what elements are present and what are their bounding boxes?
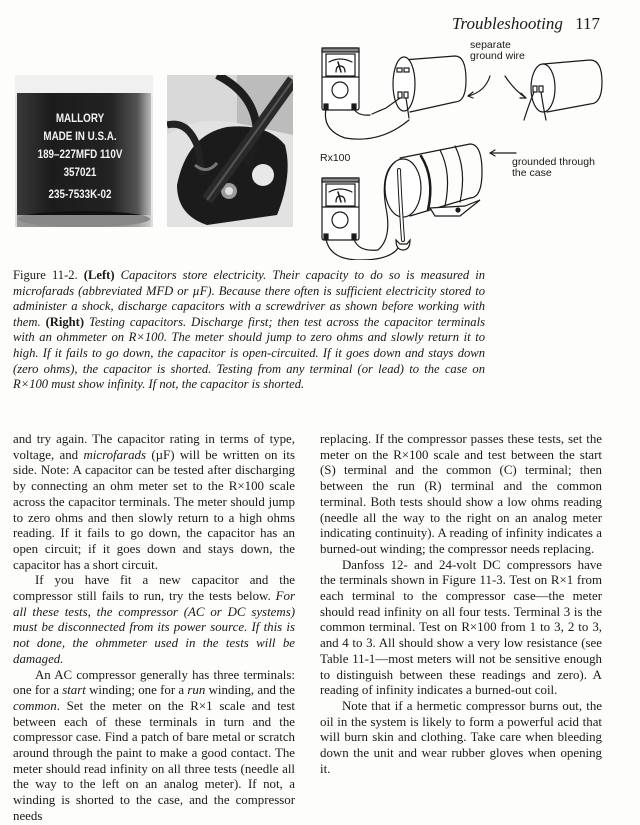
- emphasis: start: [62, 683, 86, 698]
- discharge-photo: [167, 75, 293, 227]
- text: . Set the meter on the R×1 scale and test between each of these terminals in turn and the compressor case. Find a patch of bare metal or scratch around through the paint to make a good contact. The meter should read infinity on all three tests (needle all the way to the left on an analog meter). If not, a winding is shorted to the case, and the compressor needs: [13, 698, 295, 823]
- capacitor-test-diagram: [300, 38, 620, 260]
- capacitor-icon: [372, 56, 466, 118]
- label-line: the case: [512, 167, 552, 179]
- ohmmeter-icon: [322, 178, 359, 240]
- range-label: Rx100: [320, 152, 351, 164]
- text: If you have fit a new capacitor and the compressor still fails to run, try the tests below.: [13, 573, 295, 604]
- capacitor-label-line: 189–227MFD 110V: [37, 147, 123, 161]
- ohmmeter-icon: [322, 48, 359, 110]
- figure-label: Figure 11-2.: [13, 268, 78, 282]
- paragraph: [13, 668, 295, 825]
- body-column-left: [13, 432, 295, 825]
- text: and try again. The capacitor rating in terms of type, voltage, and: [13, 432, 295, 462]
- emphasis: run: [187, 683, 206, 698]
- chapter-title: Troubleshooting: [452, 14, 563, 33]
- label-line: grounded through: [512, 156, 595, 168]
- caption-left-tag: (Left): [83, 268, 115, 282]
- emphasis: microfarads: [83, 447, 146, 462]
- capacitor-label-line: 235-7533K-02: [48, 187, 112, 201]
- emphasis: common: [13, 698, 57, 713]
- body-column-right: [320, 432, 602, 777]
- figure-caption: [13, 268, 485, 393]
- capacitor-label-line: 357021: [63, 165, 97, 179]
- caption-right-tag: (Right): [45, 314, 85, 329]
- text: (µF) will be written on its side. Note: A capacitor can be tested after discharging by connecting an ohm meter set to the R×100 scale across the capacitor terminals. The meter should jump to zero ohms and then slowly return to a high ohms reading. If it fails to go down, the capacitor has an open circuit; if it goes down and stays down, the capacitor has a short circuit.: [13, 447, 295, 572]
- running-head: [440, 14, 600, 36]
- emphasis: For all these tests, the compressor (AC or DC systems) must be disconnected from its power source. If this is not done, the ohmmeter used in the tests will be damaged.: [13, 589, 295, 666]
- capacitor-label-line: MALLORY: [55, 111, 105, 125]
- paragraph: Danfoss 12- and 24-volt DC compressors have the terminals shown in Figure 11-3. Test on R×1 from each terminal to the compressor case—the meter should read infinity on all four tests. Terminal 3 is the common terminal. Test on R×100 from 1 to 3, 2 to 3, and 4 to 3. All should show a very low resistance (see Table 11-1—most meters will not be sensitive enough to distinguish between these readings and zero). A reading of infinity indicates a burned-out coil.: [320, 557, 602, 698]
- text: winding, and the: [205, 683, 295, 698]
- capacitor-label-line: MADE IN U.S.A.: [43, 129, 117, 143]
- paragraph: [13, 432, 295, 573]
- caption-left-text: Capacitors store electricity. Their capacity to do so is measured in microfarads (abbreviated MFD or µF). Because there often is sufficient electricity stored to administer a shock, discharge capacitors with a screwdriver as shown before working with them.: [13, 268, 486, 329]
- page-number: 117: [575, 14, 600, 33]
- grounded-capacitor-icon: [385, 144, 482, 250]
- text: An AC compressor generally has three terminals: one for a: [13, 667, 295, 698]
- separate-ground-label: [470, 40, 525, 62]
- capacitor-icon: [524, 60, 602, 120]
- caption-right-text: Testing capacitors. Discharge first; then test across the capacitor terminals with an ohmmeter on R×100. The meter should jump to zero ohms and slowly return it to high. If it fails to go down, the capacitor is open-circuited. If it goes down and stays down (zero ohms), the capacitor is shorted. Testing from any terminal (or lead) to the case on R×100 must show infinity. If not, the capacitor is shorted.: [13, 314, 485, 392]
- text: winding; one for a: [85, 683, 188, 698]
- paragraph: replacing. If the compressor passes these tests, set the meter on the R×100 scale and test between the start (S) terminal and the common (C) terminal; then between the run (R) terminal and the common terminal. Both tests should show a low ohms reading (needle all the way to the right on an analog meter indicating continuity). A reading of infinity indicates a burned-out winding; the compressor needs replacing.: [320, 432, 602, 556]
- paragraph: [13, 573, 295, 667]
- paragraph: Note that if a hermetic compressor burns out, the oil in the system is likely to form a powerful acid that will burn skin and clothing. Take care when bleeding down the unit and wear rubber gloves when opening it.: [320, 698, 602, 776]
- capacitor-photo: [15, 75, 153, 227]
- label-line: ground wire: [470, 50, 525, 62]
- grounded-case-label: [512, 157, 595, 179]
- capacitor-test-illustration: [300, 38, 620, 260]
- discharge-photo-image: [167, 75, 293, 227]
- capacitor-label: [27, 109, 134, 203]
- label-line: separate: [470, 39, 511, 51]
